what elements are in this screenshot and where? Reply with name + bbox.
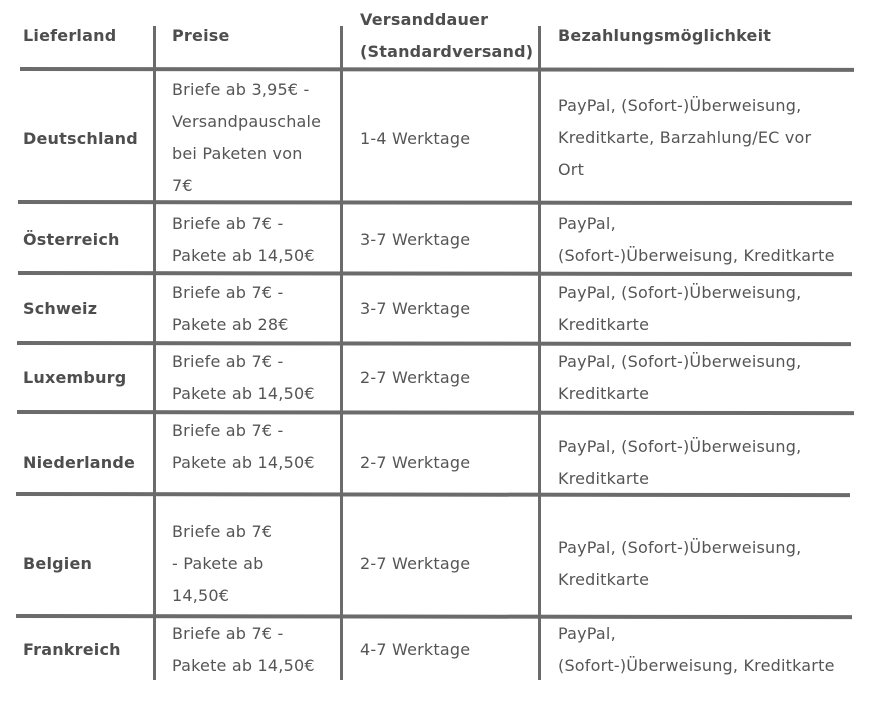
table-row-prices bbox=[172, 618, 315, 682]
header-duration-line1: Versanddauer bbox=[360, 10, 489, 29]
header-duration bbox=[360, 4, 533, 68]
table-row-prices bbox=[172, 516, 272, 612]
table-row-payment bbox=[558, 90, 811, 186]
payment-line: PayPal, bbox=[558, 214, 616, 233]
table-row-payment bbox=[558, 346, 801, 410]
table-row-duration: 2-7 Werktage bbox=[360, 368, 471, 387]
price-line: Briefe ab 7€ - bbox=[172, 283, 284, 302]
price-line: 14,50€ bbox=[172, 586, 230, 605]
table-row-duration: 1-4 Werktage bbox=[360, 129, 471, 148]
payment-line: PayPal, (Sofort-)Überweisung, bbox=[558, 283, 802, 302]
price-line: Briefe ab 7€ - bbox=[172, 421, 284, 440]
table-row-duration: 2-7 Werktage bbox=[360, 453, 471, 472]
payment-line: Kreditkarte, Barzahlung/EC vor bbox=[558, 128, 812, 147]
column-divider bbox=[340, 26, 343, 680]
table-row-country: Niederlande bbox=[23, 453, 136, 472]
table-row-country: Frankreich bbox=[23, 640, 121, 659]
table-row-duration: 2-7 Werktage bbox=[360, 554, 471, 573]
price-line: Pakete ab 14,50€ bbox=[172, 246, 315, 265]
payment-line: PayPal, bbox=[558, 624, 616, 643]
price-line: Pakete ab 14,50€ bbox=[172, 453, 315, 472]
price-line: 7€ bbox=[172, 176, 193, 195]
table-row-country: Luxemburg bbox=[23, 368, 127, 387]
table-row-payment bbox=[558, 431, 801, 495]
table-row-country: Belgien bbox=[23, 554, 93, 573]
payment-line: PayPal, (Sofort-)Überweisung, bbox=[558, 352, 802, 371]
price-line: Pakete ab 14,50€ bbox=[172, 656, 315, 675]
payment-line: Kreditkarte bbox=[558, 570, 650, 589]
table-row-prices bbox=[172, 74, 321, 202]
price-line: Briefe ab 7€ - bbox=[172, 624, 284, 643]
header-duration-line2: (Standardversand) bbox=[360, 42, 534, 61]
price-line: Briefe ab 7€ - bbox=[172, 352, 284, 371]
row-divider bbox=[18, 200, 852, 205]
table-row-payment bbox=[558, 208, 835, 272]
payment-line: PayPal, (Sofort-)Überweisung, bbox=[558, 96, 802, 115]
price-line: - Pakete ab bbox=[172, 554, 264, 573]
table-row-prices bbox=[172, 208, 315, 272]
price-line: Pakete ab 28€ bbox=[172, 315, 289, 334]
payment-line: Kreditkarte bbox=[558, 384, 650, 403]
table-row-duration: 3-7 Werktage bbox=[360, 299, 471, 318]
table-row-duration: 3-7 Werktage bbox=[360, 230, 471, 249]
table-row-prices bbox=[172, 346, 315, 410]
row-divider bbox=[17, 410, 854, 415]
price-line: Briefe ab 7€ bbox=[172, 522, 273, 541]
header-country: Lieferland bbox=[23, 26, 117, 45]
price-line: bei Paketen von bbox=[172, 144, 303, 163]
price-line: Versandpauschale bbox=[172, 112, 322, 131]
table-row-payment bbox=[558, 277, 801, 341]
payment-line: (Sofort-)Überweisung, Kreditkarte bbox=[558, 246, 835, 265]
payment-line: Kreditkarte bbox=[558, 315, 650, 334]
table-row-prices bbox=[172, 415, 315, 479]
table-row-duration: 4-7 Werktage bbox=[360, 640, 471, 659]
table-row-payment bbox=[558, 532, 801, 596]
payment-line: (Sofort-)Überweisung, Kreditkarte bbox=[558, 656, 835, 675]
table-row-prices bbox=[172, 277, 289, 341]
row-divider bbox=[20, 67, 854, 72]
table-row-payment bbox=[558, 618, 835, 682]
header-prices: Preise bbox=[172, 26, 230, 45]
payment-line: PayPal, (Sofort-)Überweisung, bbox=[558, 437, 802, 456]
table-row-country: Deutschland bbox=[23, 129, 138, 148]
price-line: Briefe ab 3,95€ - bbox=[172, 80, 310, 99]
column-divider bbox=[153, 26, 156, 680]
header-payment: Bezahlungsmöglichkeit bbox=[558, 26, 772, 45]
column-divider bbox=[538, 26, 541, 680]
table-row-country: Schweiz bbox=[23, 299, 98, 318]
price-line: Pakete ab 14,50€ bbox=[172, 384, 315, 403]
table-row-country: Österreich bbox=[23, 230, 120, 249]
payment-line: Kreditkarte bbox=[558, 469, 650, 488]
price-line: Briefe ab 7€ - bbox=[172, 214, 284, 233]
payment-line: Ort bbox=[558, 160, 585, 179]
payment-line: PayPal, (Sofort-)Überweisung, bbox=[558, 538, 802, 557]
